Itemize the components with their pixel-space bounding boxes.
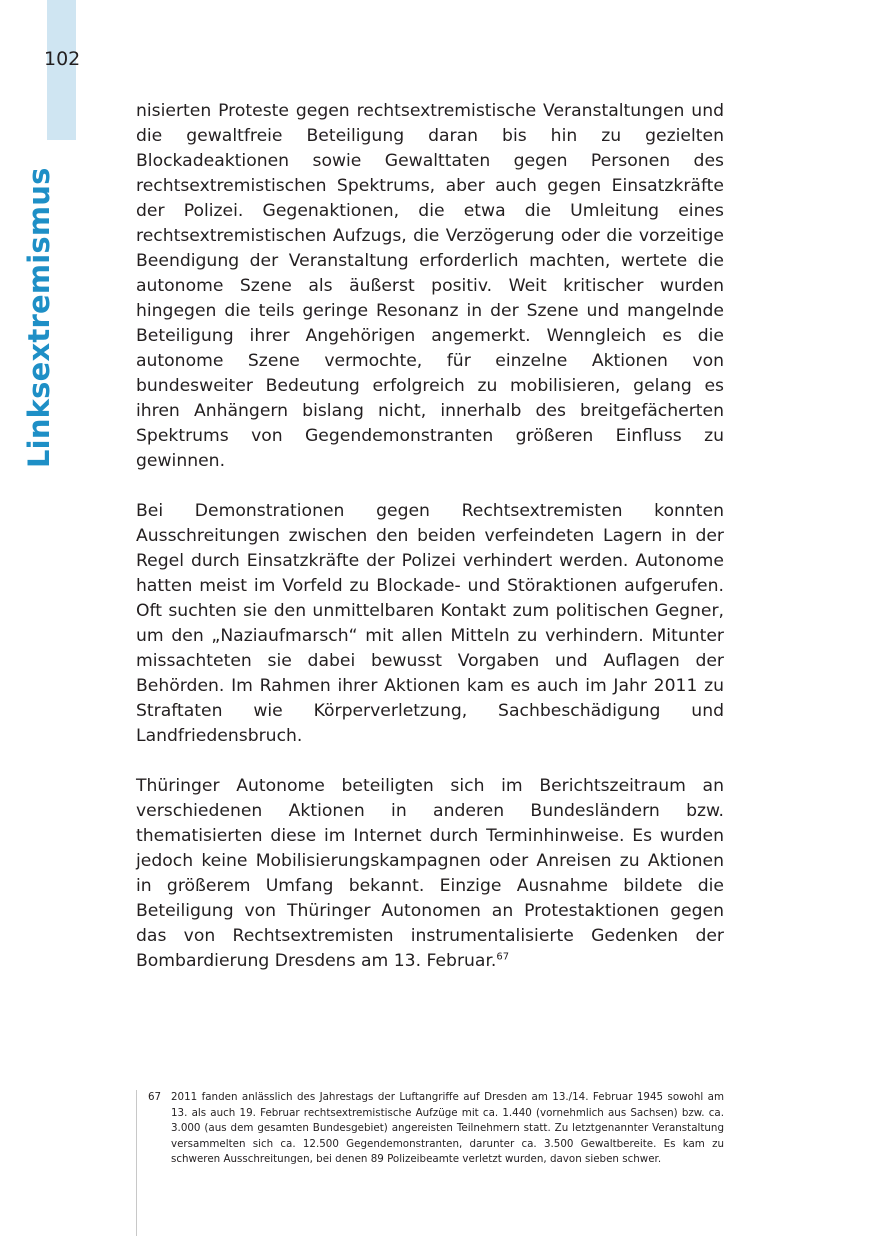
- body-text: [136, 99, 724, 999]
- page-number-band: [47, 0, 76, 140]
- footnote-divider: [136, 1090, 137, 1236]
- paragraph-text: Thüringer Autonome beteiligten sich im Berichtszeitraum an verschiedenen Aktionen in anderen Bundesländern bzw. thematisierten diese im Internet durch Terminhinweise. Es wurden jedoch keine Mobilisierungskampagnen oder Anreisen zu Aktionen in größerem Umfang bekannt. Einzige Ausnahme bildete die Beteiligung von Thüringer Autonomen an Protestaktionen gegen das von Rechtsextremisten instrumentalisierte Gedenken der Bombardierung Dresdens am 13. Februar.: [136, 776, 724, 971]
- paragraph: Bei Demonstrationen gegen Rechtsextremisten konnten Ausschreitungen zwischen den beiden verfeindeten Lagern in der Regel durch Einsatzkräfte der Polizei verhindert werden. Autonome hatten meist im Vorfeld zu Blockade- und Störaktionen aufgerufen. Oft suchten sie den unmittelbaren Kontakt zum politischen Gegner, um den „Naziaufmarsch“ mit allen Mitteln zu verhindern. Mitunter missachteten sie dabei bewusst Vorgaben und Auflagen der Behörden. Im Rahmen ihrer Aktionen kam es auch im Jahr 2011 zu Straftaten wie Körperverletzung, Sachbeschädigung und Landfriedensbruch.: [136, 501, 724, 746]
- footnote: [148, 1090, 724, 1168]
- footnote-reference[interactable]: 67: [496, 951, 510, 963]
- paragraph: [136, 774, 724, 974]
- footnote-number: 67: [148, 1091, 162, 1103]
- page-number: 102: [44, 48, 81, 70]
- section-title: Linksextremismus: [22, 167, 56, 468]
- paragraph: nisierten Proteste gegen rechtsextremistische Veranstaltungen und die gewaltfreie Beteiligung daran bis hin zu gezielten Blockadeaktionen sowie Gewalttaten gegen Personen des rechtsextremistischen Spektrums, aber auch gegen Einsatzkräfte der Polizei. Gegenaktionen, die etwa die Umleitung eines rechtsextremistischen Aufzugs, die Verzögerung oder die vorzeitige Beendigung der Veranstaltung erforderlich machten, wertete die autonome Szene als äußerst positiv. Weit kritischer wurden hingegen die teils geringe Resonanz in der Szene und mangelnde Beteiligung ihrer Angehörigen angemerkt. Wenngleich es die autonome Szene vermochte, für einzelne Aktionen von bundesweiter Bedeutung erfolgreich zu mobilisieren, gelang es ihren Anhängern bislang nicht, innerhalb des breitgefächerten Spektrums von Gegendemonstranten größeren Einfluss zu gewinnen.: [136, 101, 724, 471]
- footnote-text: 2011 fanden anlässlich des Jahrestags der Luftangriffe auf Dresden am 13./14. Februar 1945 sowohl am 13. als auch 19. Februar rechtsextremistische Aufzüge mit ca. 1.440 (vornehmlich aus Sachsen) bzw. ca. 3.000 (aus dem gesamten Bundesgebiet) angereisten Teilnehmern statt. Zu letztgenannter Veranstaltung versammelten sich ca. 12.500 Gegendemonstranten, darunter ca. 3.500 Gewaltbereite. Es kam zu schweren Ausschreitungen, bei denen 89 Polizeibeamte verletzt wurden, davon sieben schwer.: [171, 1091, 724, 1166]
